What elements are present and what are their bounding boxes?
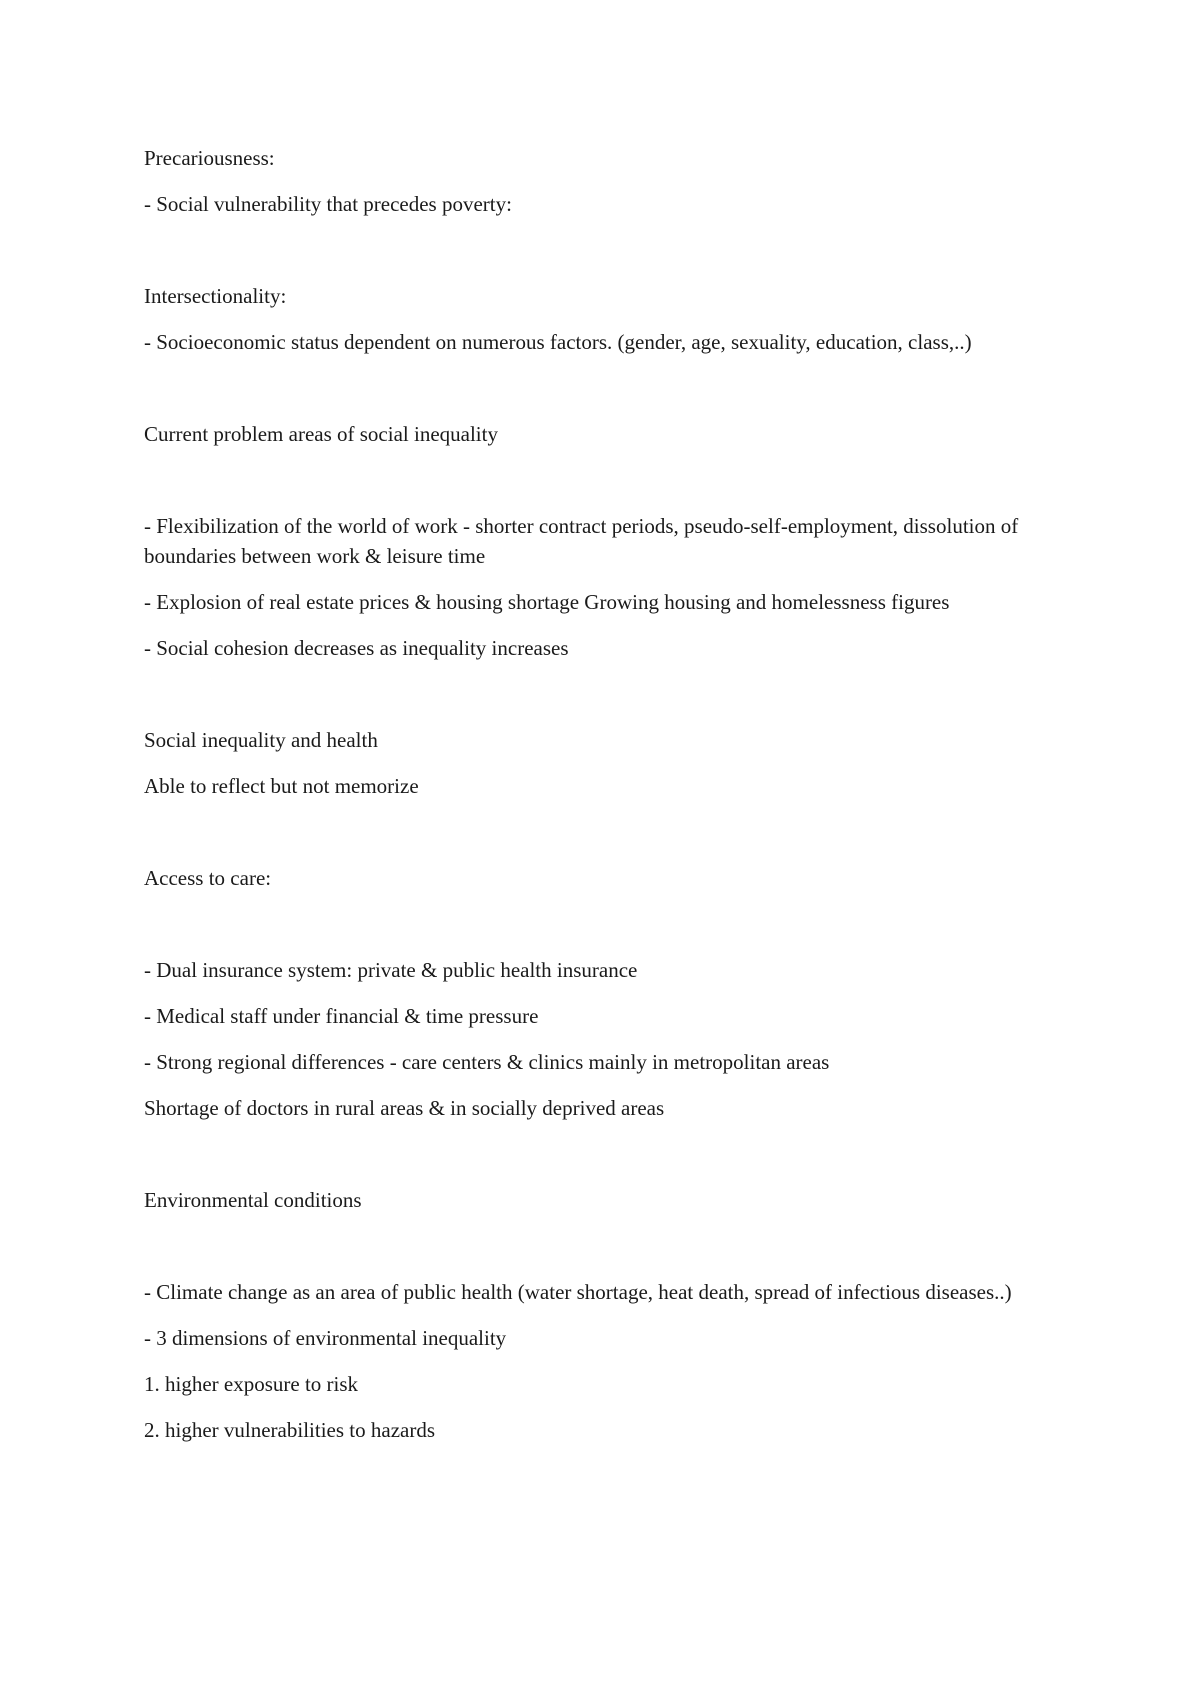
spacer: [144, 1139, 1064, 1185]
heading-environmental-conditions: Environmental conditions: [144, 1188, 362, 1212]
note-line: Shortage of doctors in rural areas & in socially deprived areas: [144, 1096, 665, 1120]
list-item: - Strong regional differences - care centers & clinics mainly in metropolitan areas: [144, 1050, 830, 1074]
spacer: [144, 1231, 1064, 1277]
note-line: Able to reflect but not memorize: [144, 774, 419, 798]
spacer: [144, 679, 1064, 725]
heading-intersectionality: Intersectionality:: [144, 284, 287, 308]
list-item: - Socioeconomic status dependent on numerous factors. (gender, age, sexuality, education, class,..): [144, 330, 972, 354]
numbered-item: 1. higher exposure to risk: [144, 1372, 359, 1396]
document-body: [144, 143, 1064, 1461]
heading-access-to-care: Access to care:: [144, 866, 272, 890]
list-item: - Medical staff under financial & time pressure: [144, 1004, 539, 1028]
numbered-item: 2. higher vulnerabilities to hazards: [144, 1418, 435, 1442]
list-item: - 3 dimensions of environmental inequality: [144, 1326, 507, 1350]
heading-precariousness: Precariousness:: [144, 146, 275, 170]
list-item: - Flexibilization of the world of work - shorter contract periods, pseudo-self-employment, dissolution of boundaries between work & leisure time: [144, 514, 1019, 568]
spacer: [144, 909, 1064, 955]
list-item: - Social vulnerability that precedes poverty:: [144, 192, 512, 216]
heading-social-inequality-health: Social inequality and health: [144, 728, 378, 752]
list-item: - Explosion of real estate prices & housing shortage Growing housing and homelessness figures: [144, 590, 950, 614]
list-item: - Climate change as an area of public health (water shortage, heat death, spread of infectious diseases..): [144, 1280, 1012, 1304]
spacer: [144, 373, 1064, 419]
spacer: [144, 465, 1064, 511]
spacer: [144, 235, 1064, 281]
heading-current-problem-areas: Current problem areas of social inequality: [144, 422, 498, 446]
list-item: - Dual insurance system: private & public health insurance: [144, 958, 638, 982]
list-item: - Social cohesion decreases as inequality increases: [144, 636, 569, 660]
spacer: [144, 817, 1064, 863]
